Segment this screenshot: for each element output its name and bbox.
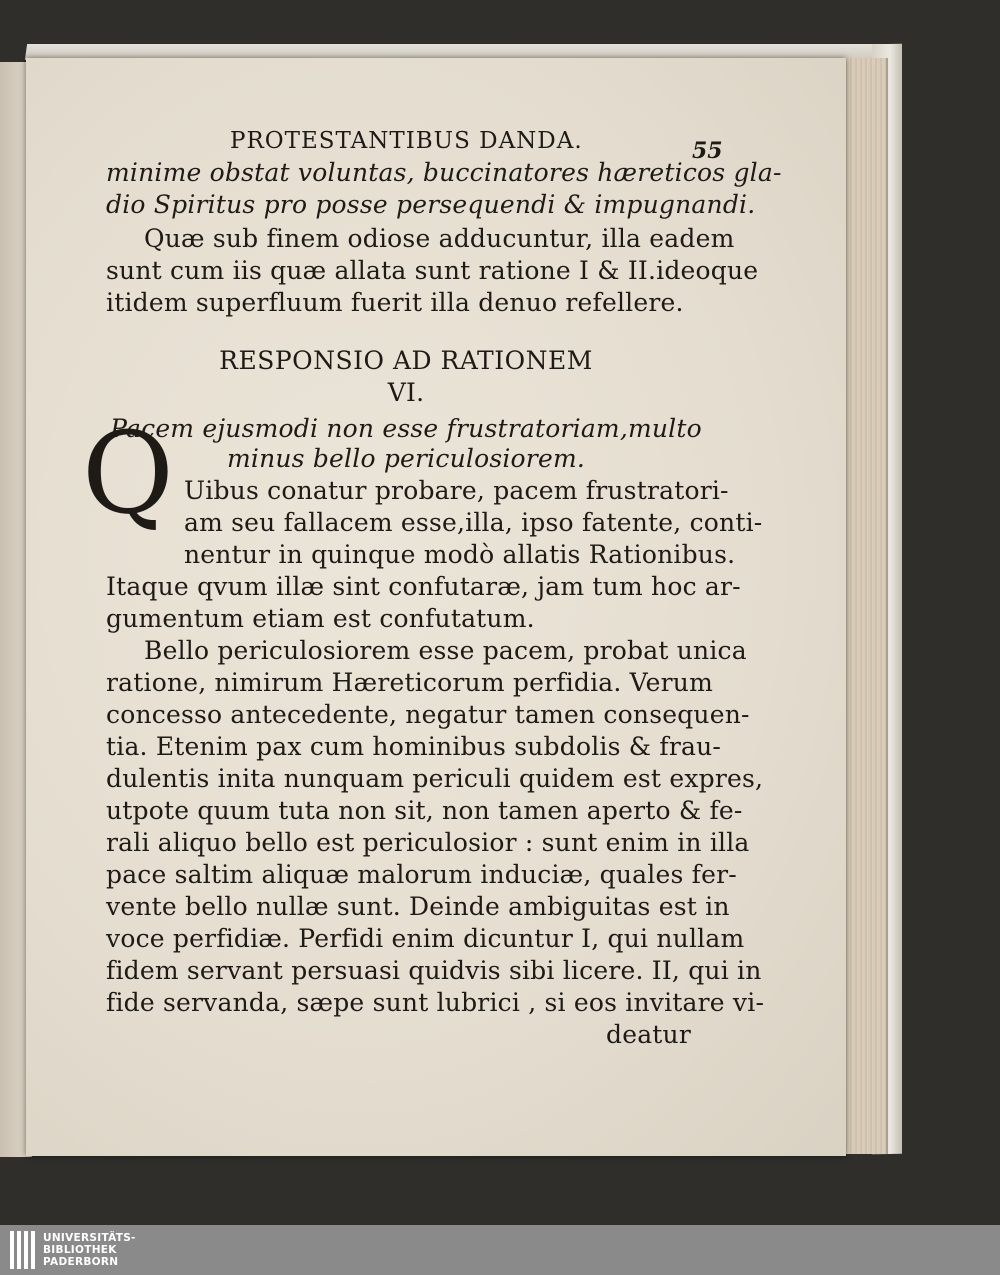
body-line: nentur in quinque modò allatis Rationibus. bbox=[184, 540, 736, 569]
text-line: itidem superfluum fuerit illa denuo refellere. bbox=[106, 288, 684, 317]
library-name-line: UNIVERSITÄTS- bbox=[43, 1232, 136, 1244]
section-heading: RESPONSIO AD RATIONEM bbox=[219, 346, 593, 375]
library-logo bbox=[10, 1229, 136, 1271]
body-line: fidem servant persuasi quidvis sibi licere. II, qui in bbox=[106, 956, 762, 985]
page-number: 55 bbox=[692, 138, 723, 164]
body-line: vente bello nullæ sunt. Deinde ambiguitas est in bbox=[106, 892, 730, 921]
section-subtitle: minus bello periculosiorem. bbox=[226, 444, 586, 473]
text-line: sunt cum iis quæ allata sunt ratione I & II.ideoque bbox=[106, 256, 759, 285]
book-page bbox=[26, 58, 846, 1156]
catchword: deatur bbox=[606, 1020, 692, 1049]
body-line: Itaque qvum illæ sint confutaræ, jam tum hoc ar- bbox=[106, 572, 741, 601]
body-line: concesso antecedente, negatur tamen consequen- bbox=[106, 700, 750, 729]
library-name-line: PADERBORN bbox=[43, 1256, 119, 1268]
text-line: Quæ sub finem odiose adducuntur, illa eadem bbox=[144, 224, 735, 253]
running-title: PROTESTANTIBUS DANDA. bbox=[230, 128, 583, 154]
body-line: am seu fallacem esse,illa, ipso fatente, conti- bbox=[184, 508, 763, 537]
library-footer bbox=[0, 1225, 1000, 1275]
library-bars-icon bbox=[10, 1231, 35, 1269]
body-line: Uibus conatur probare, pacem frustratori- bbox=[184, 476, 729, 505]
body-line: Bello periculosiorem esse pacem, probat unica bbox=[144, 636, 747, 665]
drop-cap: Q bbox=[82, 409, 174, 539]
text-line: dio Spiritus pro posse persequendi & impugnandi. bbox=[106, 190, 756, 219]
section-heading-number: VI. bbox=[387, 378, 425, 407]
body-line: ratione, nimirum Hæreticorum perfidia. Verum bbox=[106, 668, 713, 697]
body-line: gumentum etiam est confutatum. bbox=[106, 604, 535, 633]
body-line: dulentis inita nunquam periculi quidem est expres, bbox=[106, 764, 764, 793]
library-name-line: BIBLIOTHEK bbox=[43, 1244, 117, 1256]
body-line: pace saltim aliquæ malorum induciæ, quales fer- bbox=[106, 860, 737, 889]
body-line: voce perfidiæ. Perfidi enim dicuntur I, qui nullam bbox=[106, 924, 745, 953]
body-line: fide servanda, sæpe sunt lubrici , si eos invitare vi- bbox=[106, 988, 765, 1017]
body-line: rali aliquo bello est periculosior : sunt enim in illa bbox=[106, 828, 750, 857]
library-name bbox=[43, 1232, 136, 1268]
section-subtitle: Pacem ejusmodi non esse frustratoriam,multo bbox=[110, 414, 702, 443]
body-line: utpote quum tuta non sit, non tamen aperto & fe- bbox=[106, 796, 743, 825]
body-line: tia. Etenim pax cum hominibus subdolis & frau- bbox=[106, 732, 722, 761]
text-line: minime obstat voluntas, buccinatores hæreticos gla- bbox=[106, 158, 782, 187]
